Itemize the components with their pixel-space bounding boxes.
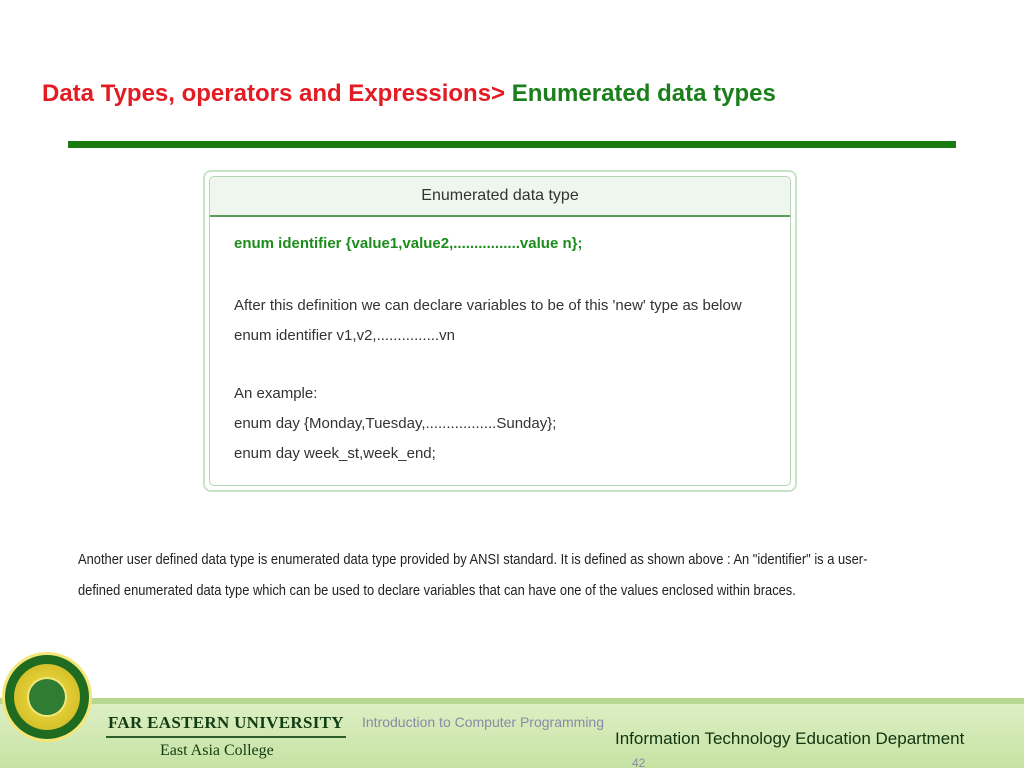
college-name: East Asia College bbox=[160, 742, 274, 759]
description-paragraph bbox=[78, 544, 947, 606]
panel-line: enum day week_st,week_end; bbox=[234, 445, 436, 462]
title-main: Data Types, operators and Expressions bbox=[42, 80, 492, 107]
slide-title bbox=[42, 80, 776, 108]
paragraph-line: Another user defined data type is enumerated data type provided by ANSI standard. It is defined as shown above : An "identifier" is a user- bbox=[78, 551, 868, 568]
title-divider bbox=[68, 141, 956, 148]
title-separator: > bbox=[491, 80, 506, 107]
title-sub: Enumerated data types bbox=[505, 80, 776, 107]
course-name: Introduction to Computer Programming bbox=[362, 714, 604, 730]
panel-line: After this definition we can declare variables to be of this 'new' type as below bbox=[234, 297, 742, 314]
seal-center bbox=[27, 677, 67, 717]
definition-panel bbox=[203, 170, 797, 492]
panel-line: enum day {Monday,Tuesday,.................Sunday}; bbox=[234, 415, 557, 432]
department-name: Information Technology Education Department bbox=[615, 729, 965, 748]
syntax-line: enum identifier {value1,value2,................value n}; bbox=[234, 235, 583, 252]
panel-heading: Enumerated data type bbox=[210, 177, 790, 217]
definition-panel-inner bbox=[209, 176, 791, 486]
university-underline bbox=[106, 736, 346, 738]
university-name: FAR EASTERN UNIVERSITY bbox=[108, 713, 344, 732]
panel-line: enum identifier v1,v2,...............vn bbox=[234, 327, 455, 344]
university-seal-icon bbox=[2, 652, 92, 742]
footer-strip bbox=[0, 698, 1024, 704]
panel-line: An example: bbox=[234, 385, 318, 402]
page-number: 42 bbox=[632, 756, 646, 770]
paragraph-line: defined enumerated data type which can be used to declare variables that can have one of the values enclosed within braces. bbox=[78, 582, 796, 599]
